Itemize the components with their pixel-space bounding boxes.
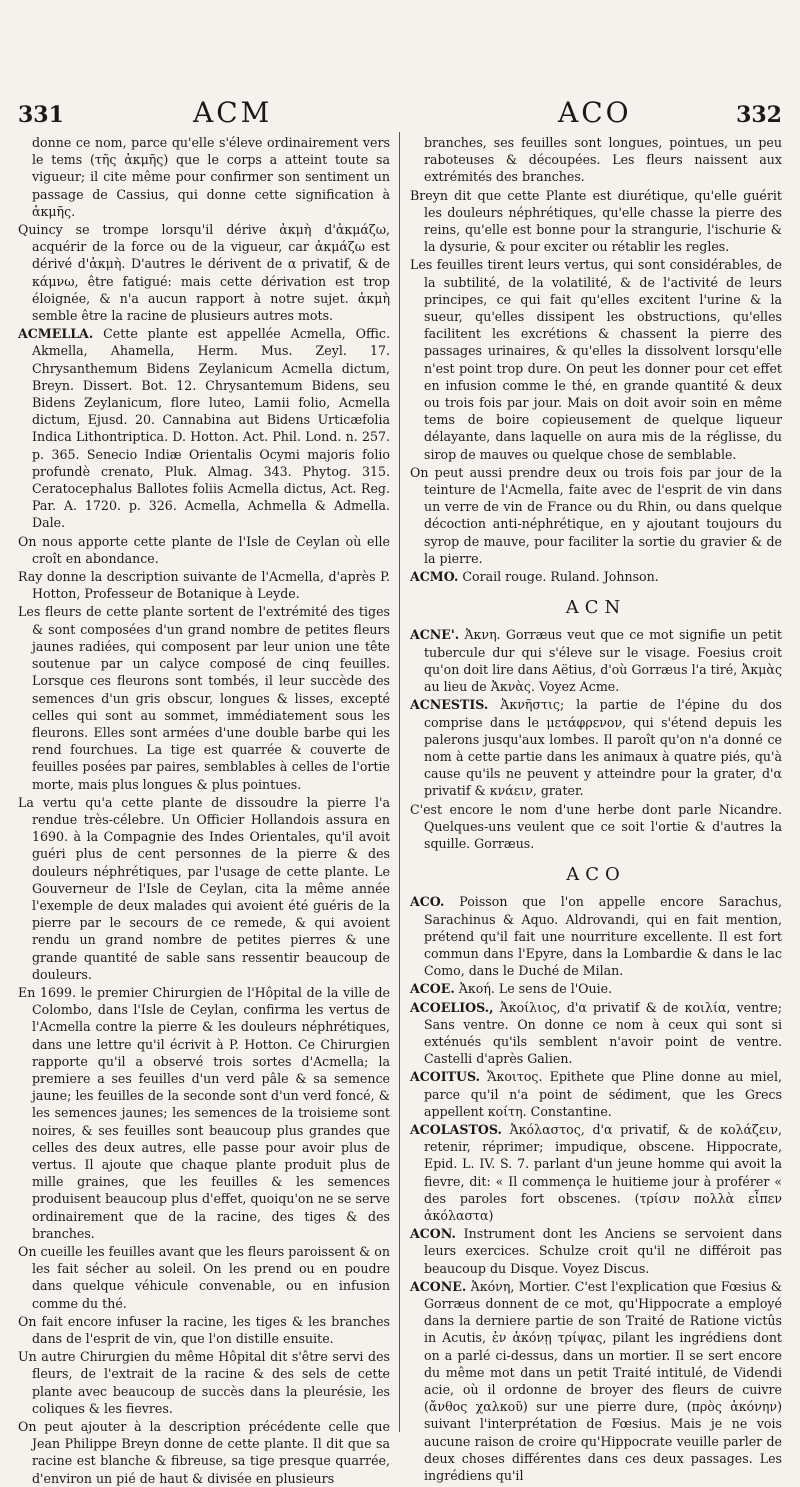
dictionary-entry (410, 893, 782, 979)
paragraph: Quincy se trompe lorsqu'il dérive ἀκμὴ d'ἀκμάζω, acquérir de la force ou de la vigueur, car ἀκμάζω est dérivé d'ἀκμὴ. D'autres le dérivent de α privatif, & de κάμνω, être fatigué: mais cette dérivation est trop éloignée, & n'a aucun rapport à notre sujet. ἀκμὴ semble être la racine de plusieurs autres mots. (18, 222, 390, 324)
page-header (18, 96, 782, 130)
entry-headword: ACON. (410, 1226, 456, 1242)
dictionary-entry (410, 980, 782, 997)
right-page-number: 332 (736, 102, 782, 128)
left-page-number: 331 (18, 102, 64, 128)
dictionary-entry (410, 696, 782, 799)
paragraph: On nous apporte cette plante de l'Isle de Ceylan où elle croît en abondance. (18, 533, 390, 566)
left-column (18, 134, 390, 1486)
entry-headword: ACONE. (410, 1278, 467, 1294)
entry-headword: ACNE'. (410, 627, 460, 643)
dictionary-entry (410, 999, 782, 1068)
right-running-head: ACO (558, 96, 632, 129)
paragraph: Les feuilles tirent leurs vertus, qui sont considérables, de la subtilité, de la volatilité, & de l'activité de leurs principes, ce qui fait qu'elles excitent l'urine & la sueur, qu'elles dissipent les obstructions, qu'elles facilitent les excrétions & chassent la pierre des passages urinaires, & qu'elles la dissolvent lorsqu'elle n'est point trop dure. On peut les donner pour cet effet en infusion comme le thé, en grande quantité & deux ou trois fois par jour. Mais on doit avoir soin en même tems de boire copieusement de quelque liqueur délayante, dans laquelle on aura mis de la réglisse, du sirop de mauves ou quelque chose de semblable. (410, 257, 782, 462)
section-heading: ACO (566, 864, 626, 886)
entry-text: Ἄκοιτος. Epithete que Pline donne au miel, parce qu'il n'a point de sédiment, que les Grecs appellent κοίτη. Constantine. (424, 1069, 782, 1119)
paragraph: La vertu qu'a cette plante de dissoudre la pierre l'a rendue très-célebre. Un Officier Hollandois assura en 1690. à la Compagnie des Indes Orientales, qu'il avoit guéri plus de cent personnes de la pierre & des douleurs néphrétiques, par l'usage de cette plante. Le Gouverneur de l'Isle de Ceylan, cita la même année l'exemple de deux malades qui avoient été guéris de la pierre par le secours de ce remede, & qui avoient rendu un grand nombre de petites pierres & une grande quantité de sable sans ressentir beaucoup de douleurs. (18, 794, 390, 982)
paragraph: On cueille les feuilles avant que les fleurs paroissent & on les fait sécher au soleil. On les prend ou en poudre dans quelque véhicule convenable, ou en infusion comme du thé. (18, 1244, 390, 1311)
entry-text: Ἀκοή. Le sens de l'Ouie. (458, 981, 613, 997)
entry-text: Ἀκνη. Gorræus veut que ce mot signifie un petit tubercule dur qui s'éleve sur le visage. Foesius croit qu'on doit lire dans Aëtius, d'où Gorræus l'a tiré, Ἀκμὰς au lieu de Ἀκνὰς. Voyez Acme. (424, 627, 782, 695)
paragraph: On fait encore infuser la racine, les tiges & les branches dans de l'esprit de vin, que l'on distille ensuite. (18, 1313, 390, 1347)
dictionary-entry (410, 1068, 782, 1120)
section-heading: ACN (565, 597, 627, 619)
paragraph: En 1699. le premier Chirurgien de l'Hôpital de la ville de Colombo, dans l'Isle de Ceylan, confirma les vertus de l'Acmella contre la pierre & les douleurs néphrétiques, dans une lettre qu'il écrivit à P. Hotton. Ce Chirurgien rapporte qu'il a observé trois sortes d'Acmella; la premiere a ses feuilles d'un verd pâle & sa semence jaune; les feuilles de la seconde sont d'un verd foncé, & les semences jaunes; les semences de la troisieme sont noires, & ses feuilles sont beaucoup plus grandes que celles des deux autres, elle passe pour avoir plus de vertus. Il ajoute que chaque plante produit plus de mille graines, que les feuilles & les semences produisent beaucoup plus d'effet, quoiqu'on ne se serve ordinairement que de la racine, des tiges & des branches. (18, 984, 390, 1241)
paragraph: Breyn dit que cette Plante est diurétique, qu'elle guérit les douleurs néphrétiques, qu'elle chasse la pierre des reins, qu'elle est bonne pour la strangurie, l'ischurie & la dysurie, & pour exciter ou rétablir les regles. (410, 187, 782, 255)
paragraph: Un autre Chirurgien du même Hôpital dit s'être servi des fleurs, de l'extrait de la racine & des sels de cette plante avec beaucoup de succès dans la pleurésie, les coliques & les fievres. (18, 1349, 390, 1416)
entry-headword: ACOELIOS., (410, 999, 494, 1015)
entry-text: Ἀκόνη, Mortier. C'est l'explication que Fœsius & Gorræus donnent de ce mot, qu'Hippocrate a employé dans la derniere partie de son Traité de Ratione victûs in Acutis, ἐν ἀκόνῃ τρίψας, pilant les ingrédiens dont on a parlé ci-dessus, dans un mortier. Il se sert encore du même mot dans un petit Traité intitulé, de Videndi acie, où il ordonne de broyer des fleurs de cuivre (ἄνθος χαλκοῦ) sur une pierre dure, (πρὸς ἀκόνην) suivant l'interprétation de Fœsius. Mais je ne vois aucune raison de croire qu'Hippocrate veuille parler de deux choses différentes dans ces deux passages. Les ingrédiens qu'il (424, 1278, 782, 1484)
paragraph: Les fleurs de cette plante sortent de l'extrémité des tiges & sont composées d'un grand nombre de petites fleurs jaunes radiées, qui composent par leur union une tête soutenue par un calyce composé de cinq feuilles. Lorsque ces fleurons sont tombés, il leur succède des semences d'un gris obscur, longues & lisses, excepté celles qui sont au sommet, immédiatement sous les fleurons. Elles sont armées d'une double barbe qui les rend fourchues. La tige est quarrée & couverte de feuilles posées par paires, semblables à celles de l'ortie morte, mais plus longues & plus pointues. (18, 604, 390, 792)
entry-headword: ACMELLA. (18, 326, 94, 342)
entry-headword: ACOLASTOS. (410, 1121, 502, 1137)
dictionary-entry (410, 626, 782, 695)
dictionary-entry (18, 325, 390, 531)
entry-headword: ACOITUS. (410, 1069, 481, 1085)
entry-text: Instrument dont les Anciens se servoient dans leurs exercices. Schulze croit qu'il ne différoit pas beaucoup du Disque. Voyez Discus. (424, 1226, 782, 1276)
dictionary-entry (410, 1278, 782, 1484)
entry-headword: ACMO. (410, 569, 459, 585)
entry-headword: ACOE. (410, 981, 455, 997)
entry-text: Cette plante est appellée Acmella, Offic. Akmella, Ahamella, Herm. Mus. Zeyl. 17. Chrysanthemum Bidens Zeylanicum Acmella dictum, Breyn. Dissert. Bot. 12. Chrysantemum Bidens, seu Bidens Zeylanicum, flore luteo, Lamii folio, Acmella dictum, Ejusd. 20. Cannabina aut Bidens Urticæfolia Indica Lithontriptica. D. Hotton. Act. Phil. Lond. n. 257. p. 365. Senecio Indiæ Orientalis Ocymi majoris folio profundè crenato, Pluk. Almag. 343. Phytog. 315. Ceratocephalus Ballotes foliis Acmella dictus, Act. Reg. Par. A. 1720. p. 326. Acmella, Achmella & Admella. Dale. (32, 326, 390, 531)
dictionary-entry (410, 568, 782, 585)
continued-text: donne ce nom, parce qu'elle s'éleve ordinairement vers le tems (τῆς ἀκμῆς) que le corps a atteint toute sa vigueur; il cite même pour confirmer son sentiment un passage de Cassius, qui donne cette signification à ἀκμῆς. (32, 135, 390, 219)
dictionary-entry (410, 1225, 782, 1277)
left-running-head: ACM (193, 96, 273, 129)
right-column (410, 134, 782, 1484)
entry-text: Poisson que l'on appelle encore Sarachus, Sarachinus & Aquo. Aldrovandi, qui en fait mention, prétend qu'il fait une nourriture excellente. Il est fort commun dans l'Epyre, dans la Lombardie & dans le lac Como, dans le Duché de Milan. (424, 894, 782, 979)
dictionary-entry (410, 1121, 782, 1224)
entry-headword: ACO. (410, 894, 445, 910)
paragraph: On peut ajouter à la description précédente celle que Jean Philippe Breyn donne de cette plante. Il dit que sa racine est blanche & fibreuse, sa tige presque quarrée, d'environ un pié de haut & divisée en plusieurs (18, 1419, 390, 1486)
entry-text: Ἀκοίλιος, d'α privatif & de κοιλία, ventre; Sans ventre. On donne ce nom à ceux qui sont si exténués qu'ils semblent n'avoir point de ventre. Castelli d'après Galien. (424, 999, 782, 1067)
entry-headword: ACNESTIS. (410, 697, 489, 713)
paragraph: On peut aussi prendre deux ou trois fois par jour de la teinture de l'Acmella, faite avec de l'esprit de vin dans un verre de vin de France ou du Rhin, ou dans quelque décoction anti-néphrétique, en y ajoutant toujours du syrop de mauve, pour faciliter la sortie du gravier & de la pierre. (410, 464, 782, 566)
entry-text: Ἀκνῆστις; la partie de l'épine du dos comprise dans le μετάφρενον, qui s'étend depuis les palerons jusqu'aux lombes. Il paroît qu'on n'a donné ce nom à cette partie dans les animaux à quatre piés, qu'à cause qu'ils ne peuvent y atteindre pour la grater, d'α privatif & κνάειν, grater. (424, 697, 782, 799)
paragraph: C'est encore le nom d'une herbe dont parle Nicandre. Quelques-uns veulent que ce soit l'ortie & d'autres la squille. Gorræus. (410, 801, 782, 851)
continued-text: branches, ses feuilles sont longues, pointues, un peu raboteuses & découpées. Les fleurs naissent aux extrémités des branches. (424, 135, 782, 185)
entry-text: Ἀκόλαστος, d'α privatif, & de κολάζειν, retenir, réprimer; impudique, obscene. Hippocrate, Epid. L. IV. S. 7. parlant d'un jeune homme qui avoit la fievre, dit: « Il commença le huitieme jour à proférer « des paroles fort obscenes. (τρίσιν πολλὰ εἶπεν ἀκόλαστα) (424, 1121, 782, 1223)
column-divider (399, 132, 400, 1432)
entry-text: Corail rouge. Ruland. Johnson. (462, 569, 659, 585)
paragraph: Ray donne la description suivante de l'Acmella, d'après P. Hotton, Professeur de Botanique à Leyde. (18, 569, 390, 602)
